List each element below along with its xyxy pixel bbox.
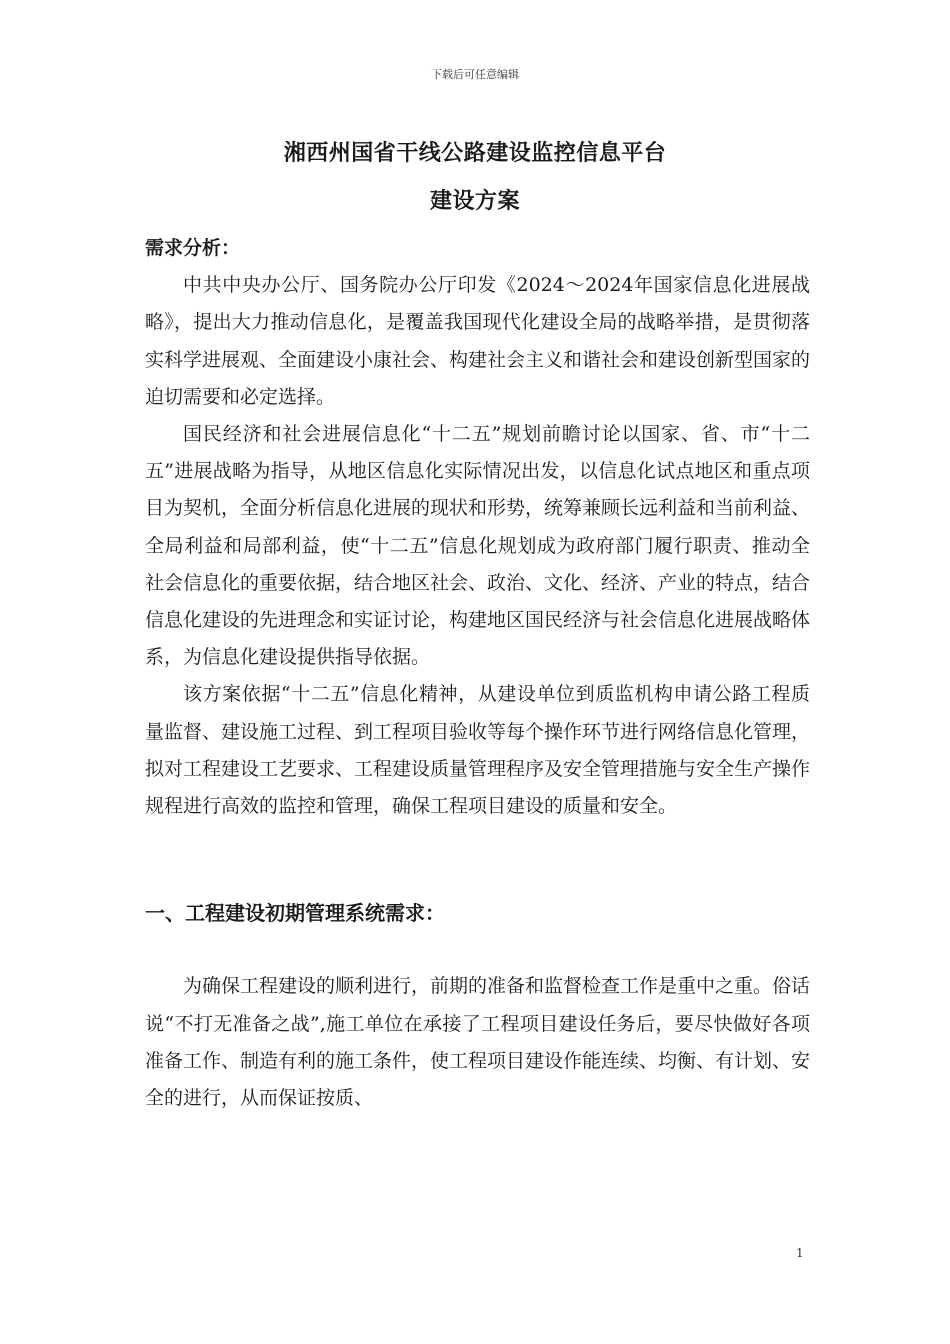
paragraph-2: 国民经济和社会进展信息化“十二五”规划前瞻讨论以国家、省、市“十二五”进展战略为指导，从地区信息化实际情况出发，以信息化试点地区和重点项目为契机，全面分析信息化进展的现状和形势，统筹兼顾长远利益和当前利益、全局利益和局部利益，使“十二五”信息化规划成为政府部门履行职责、推动全社会信息化的重要依据，结合地区社会、政治、文化、经济、产业的特点，结合信息化建设的先进理念和实证讨论，构建地区国民经济与社会信息化进展战略体系，为信息化建设提供指导依据。 [145, 423, 811, 669]
section-1-heading: 一、工程建设初期管理系统需求： [145, 901, 445, 926]
section-1-paragraph: 为确保工程建设的顺利进行，前期的准备和监督检查工作是重中之重。俗话说“不打无准备之战”,施工单位在承接了工程项目建设任务后，要尽快做好各项准备工作、制造有利的施工条件，使工程项目建设作能连续、均衡、有计划、安全的进行，从而保证按质、 [145, 975, 811, 1110]
paragraph-1: 中共中央办公厅、国务院办公厅印发《2024～2024年国家信息化进展战略》，提出大力推动信息化，是覆盖我国现代化建设全局的战略举措，是贯彻落实科学进展观、全面建设小康社会、构建社会主义和谐社会和建设创新型国家的迫切需要和必定选择。 [145, 274, 811, 408]
document-title: 湘西州国省干线公路建设监控信息平台 [283, 140, 667, 166]
paragraph-3: 该方案依据“十二五”信息化精神，从建设单位到质监机构申请公路工程质量监督、建设施工过程、到工程项目验收等每个操作环节进行网络信息化管理，拟对工程建设工艺要求、工程建设质量管理程序及安全管理措施与安全生产操作规程进行高效的监控和管理，确保工程项目建设的质量和安全。 [145, 683, 811, 818]
document-subtitle: 建设方案 [429, 188, 520, 214]
document-body [145, 230, 810, 1117]
requirement-heading: 需求分析： [145, 237, 241, 259]
header-note: 下载后可任意编辑 [431, 68, 519, 81]
page-number: 1 [796, 1246, 804, 1260]
